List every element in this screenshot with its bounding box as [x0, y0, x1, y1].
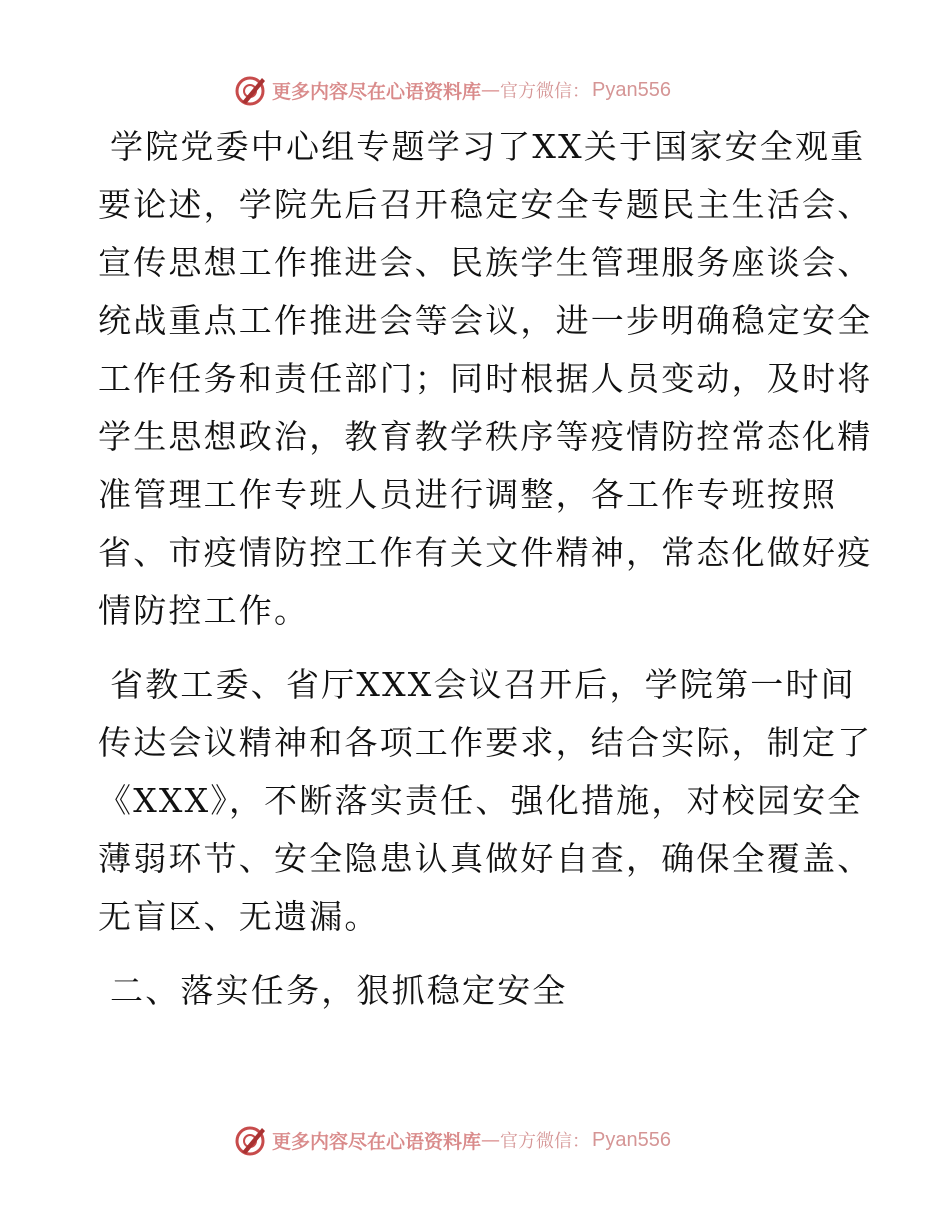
paragraph-line: 工作任务和责任部门；同时根据人员变动，及时将 — [98, 359, 873, 398]
section-heading-block — [98, 962, 858, 1020]
watermark-main-text: 更多内容尽在心语资料库 — [272, 1130, 482, 1153]
paragraph-line: 传达会议精神和各项工作要求，结合实际，制定了 — [98, 723, 873, 762]
watermark-dash: — — [481, 79, 501, 101]
paragraph-line: 宣传思想工作推进会、民族学生管理服务座谈会、 — [98, 243, 873, 282]
paragraph-2 — [98, 656, 873, 946]
paragraph-line: 省教工委、省厅XXX会议召开后，学院第一时间 — [110, 665, 856, 704]
paragraph-line: 情防控工作。 — [98, 591, 310, 630]
paragraph-line: 省、市疫情防控工作有关文件精神，常态化做好疫 — [98, 533, 873, 572]
watermark-side-text: 官方微信： — [500, 1131, 591, 1152]
document-body — [98, 118, 873, 1036]
watermark-logo-icon — [232, 72, 268, 108]
paragraph-1 — [98, 118, 873, 640]
paragraph-line: 学生思想政治，教育教学秩序等疫情防控常态化精 — [98, 417, 873, 456]
paragraph-line: 学院党委中心组专题学习了XX关于国家安全观重 — [110, 127, 866, 166]
header-watermark — [232, 70, 712, 110]
watermark-main-text: 更多内容尽在心语资料库 — [272, 80, 482, 103]
watermark-side-text: 官方微信： — [500, 81, 591, 102]
paragraph-line: 准管理工作专班人员进行调整，各工作专班按照 — [98, 475, 838, 514]
section-heading: 二、落实任务，狠抓稳定安全 — [110, 971, 568, 1010]
paragraph-line: 《XXX》，不断落实责任、强化措施，对校园安全 — [98, 781, 863, 820]
watermark-dash: — — [481, 1129, 501, 1151]
watermark-logo-icon — [232, 1122, 268, 1158]
watermark-id: Pyan556 — [592, 1128, 671, 1151]
paragraph-line: 要论述，学院先后召开稳定安全专题民主生活会、 — [98, 185, 873, 224]
paragraph-line: 无盲区、无遗漏。 — [98, 897, 380, 936]
paragraph-line: 统战重点工作推进会等会议，进一步明确稳定安全 — [98, 301, 873, 340]
footer-watermark — [232, 1120, 712, 1160]
watermark-id: Pyan556 — [592, 78, 671, 101]
paragraph-line: 薄弱环节、安全隐患认真做好自查，确保全覆盖、 — [98, 839, 873, 878]
